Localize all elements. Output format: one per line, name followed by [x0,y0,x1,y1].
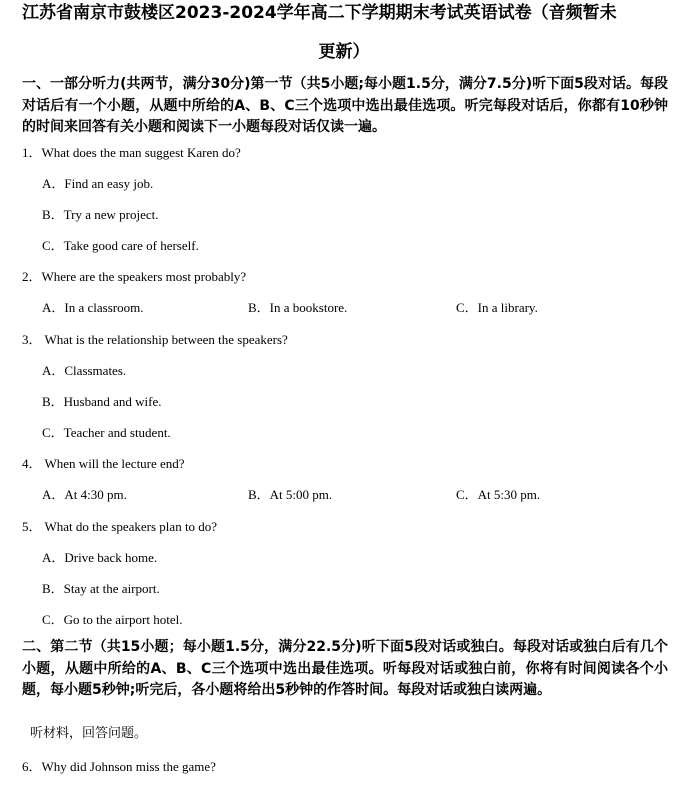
question-4-option-b: B．At 5:00 pm. [248,487,333,502]
question-3-option-c: C．Teacher and student. [42,425,171,440]
question-4-option-a: A．At 4:30 pm. [42,487,127,502]
question-5-option-c: C．Go to the airport hotel. [42,612,183,627]
question-1-option-c: C．Take good care of herself. [42,238,199,253]
question-2-option-a: A．In a classroom. [42,300,144,315]
question-1-stem: 1．What does the man suggest Karen do? [22,145,241,160]
question-1-option-a: A．Find an easy job. [42,176,154,191]
exam-title-line-1: 江苏省南京市鼓楼区2023-2024学年高二下学期期末考试英语试卷（音频暂未 [22,3,617,23]
section-2-instructions: 二、第二节（共15小题；每小题1.5分，满分22.5分)听下面5段对话或独白。每段对话或独白后有几个小题，从题中所给的A、B、C三个选项中选出最佳选项。听每段对话或独白前，你将有时间阅读各个小题，每小题5秒钟;听完后，各小题将给出5秒钟的作答时间。每段对话或独白读两遍。 [22,639,668,698]
question-5-stem: 5． What do the speakers plan to do? [22,519,218,534]
question-3-stem: 3． What is the relationship between the speakers? [22,332,288,347]
question-5-option-a: A．Drive back home. [42,550,158,565]
section-1-instructions: 一、一部分听力(共两节，满分30分)第一节（共5小题;每小题1.5分，满分7.5分)听下面5段对话。每段对话后有一个小题，从题中所给的A、B、C三个选项中选出最佳选项。听完每段对话后，你都有10秒钟的时间来回答有关小题和阅读下一小题每段对话仅读一遍。 [22,76,668,135]
question-3-option-a: A．Classmates. [42,363,127,378]
question-2-option-c: C．In a library. [456,300,538,315]
question-4-option-c: C．At 5:30 pm. [456,487,541,502]
question-5-option-b: B．Stay at the airport. [42,581,160,596]
question-6-stem: 6．Why did Johnson miss the game? [22,759,216,774]
question-1-option-b: B．Try a new project. [42,207,159,222]
question-4-stem: 4． When will the lecture end? [22,456,185,471]
listening-note: 听材料，回答问题。 [30,726,148,741]
question-2-option-b: B．In a bookstore. [248,300,348,315]
exam-title-line-2: 更新） [318,42,370,62]
question-2-stem: 2．Where are the speakers most probably? [22,269,247,284]
question-3-option-b: B．Husband and wife. [42,394,162,409]
